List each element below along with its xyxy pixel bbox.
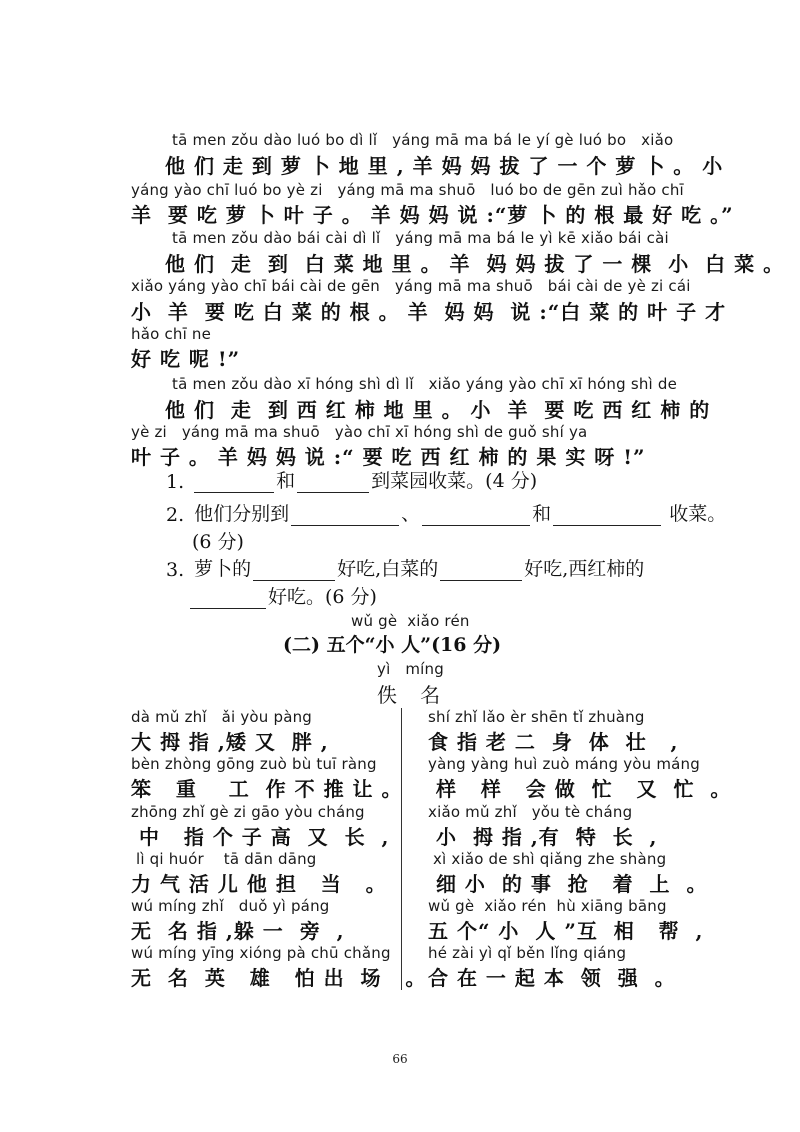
author: 佚 名 xyxy=(377,683,442,707)
story-pinyin-5: hǎo chī ne xyxy=(131,325,212,343)
story-hanzi-1: 他 们 走 到 萝 卜 地 里 , 羊 妈 妈 拔 了 一 个 萝 卜 。 小 xyxy=(165,154,724,178)
poem-right-pinyin-6: hé zài yì qǐ běn lǐng qiáng xyxy=(428,944,627,962)
poem-left-hanzi-5: 无 名 指 ,躲 一 旁 , xyxy=(131,919,345,943)
question-2-tail: 收菜。 xyxy=(669,503,727,525)
poem-right-hanzi-1: 食 指 老 二 身 体 壮 , xyxy=(428,730,679,754)
story-hanzi-5: 好 吃 呢 !” xyxy=(131,347,241,371)
story-hanzi-6: 他 们 走 到 西 红 柿 地 里 。 小 羊 要 吃 西 红 柿 的 xyxy=(165,398,711,422)
section-title: (二) 五个“小 人”(16 分) xyxy=(283,634,502,656)
question-2-lead: 他们分别到 xyxy=(194,503,290,525)
poem-left-pinyin-6: wú míng yīng xióng pà chū chǎng xyxy=(131,944,391,962)
poem-left-hanzi-2: 笨 重 工 作 不 推 让 。 xyxy=(131,777,403,801)
story-pinyin-7: yè zi yáng mā ma shuō yào chī xī hóng shì de guǒ shí ya xyxy=(131,423,588,441)
poem-right-pinyin-3: xiǎo mǔ zhǐ yǒu tè cháng xyxy=(428,803,633,821)
poem-right-hanzi-5: 五 个“ 小 人 ”互 相 帮 , xyxy=(428,919,704,943)
question-3-mid-2: 好吃,西红柿的 xyxy=(524,558,645,580)
question-3-mid-1: 好吃,白菜的 xyxy=(337,558,439,580)
poem-right-pinyin-2: yàng yàng huì zuò máng yòu máng xyxy=(428,755,700,773)
story-pinyin-4: xiǎo yáng yào chī bái cài de gēn yáng mā ma shuō bái cài de yè zi cái xyxy=(131,277,691,295)
poem-right-hanzi-6: 合 在 一 起 本 领 强 。 xyxy=(428,966,676,990)
question-2 xyxy=(166,499,726,526)
question-1-connector: 和 xyxy=(276,470,296,492)
poem-left-hanzi-6: 无 名 英 雄 怕 出 场 。 xyxy=(131,966,427,990)
column-divider xyxy=(401,708,402,990)
poem-right-hanzi-2: 样 样 会 做 忙 又 忙 。 xyxy=(428,777,732,801)
poem-right-pinyin-4: xì xiǎo de shì qiǎng zhe shàng xyxy=(428,850,667,868)
poem-left-hanzi-4: 力 气 活 儿 他 担 当 。 xyxy=(131,872,387,896)
question-1-tail: 到菜园收菜。(4 分) xyxy=(371,470,538,492)
story-pinyin-6: tā men zǒu dào xī hóng shì dì lǐ xiǎo yáng yào chī xī hóng shì de xyxy=(172,375,678,393)
poem-left-hanzi-1: 大 拇 指 ,矮 又 胖 , xyxy=(131,730,329,754)
question-2-number: 2. xyxy=(166,504,185,526)
question-2-score-text: (6 分) xyxy=(192,531,244,553)
section-title-pinyin: wǔ gè xiǎo rén xyxy=(351,612,470,630)
question-3-blank-3[interactable] xyxy=(190,588,266,609)
author-pinyin: yì míng xyxy=(377,660,444,678)
poem-left-pinyin-3: zhōng zhǐ gè zi gāo yòu cháng xyxy=(131,803,365,821)
poem-right-hanzi-3: 小 拇 指 ,有 特 长 , xyxy=(428,825,658,849)
question-3-blank-2[interactable] xyxy=(440,560,522,581)
question-1-number: 1. xyxy=(166,471,185,493)
question-3-cont xyxy=(190,582,377,609)
poem-right-pinyin-1: shí zhǐ lǎo èr shēn tǐ zhuàng xyxy=(428,708,645,726)
story-pinyin-2: yáng yào chī luó bo yè zi yáng mā ma shuō luó bo de gēn zuì hǎo chī xyxy=(131,181,684,199)
question-3-blank-1[interactable] xyxy=(253,560,335,581)
poem-left-pinyin-1: dà mǔ zhǐ ǎi yòu pàng xyxy=(131,708,313,726)
story-hanzi-4: 小 羊 要 吃 白 菜 的 根 。 羊 妈 妈 说 :“白 菜 的 叶 子 才 xyxy=(131,300,727,324)
page-number: 66 xyxy=(392,1052,408,1066)
story-pinyin-1: tā men zǒu dào luó bo dì lǐ yáng mā ma bá le yí gè luó bo xiǎo xyxy=(172,131,674,149)
poem-left-hanzi-3: 中 指 个 子 高 又 长 , xyxy=(131,825,390,849)
story-pinyin-3: tā men zǒu dào bái cài dì lǐ yáng mā ma bá le yì kē xiǎo bái cài xyxy=(172,229,669,247)
poem-right-hanzi-4: 细 小 的 事 抢 着 上 。 xyxy=(428,872,708,896)
poem-right-pinyin-5: wǔ gè xiǎo rén hù xiāng bāng xyxy=(428,897,667,915)
question-3 xyxy=(166,554,644,581)
question-2-blank-3[interactable] xyxy=(553,505,661,526)
story-hanzi-2: 羊 要 吃 萝 卜 叶 子 。 羊 妈 妈 说 :“萝 卜 的 根 最 好 吃 。” xyxy=(131,203,734,227)
poem-left-pinyin-5: wú míng zhǐ duǒ yì páng xyxy=(131,897,330,915)
question-1-blank-1[interactable] xyxy=(194,472,274,493)
question-2-score xyxy=(192,527,244,554)
story-hanzi-3: 他 们 走 到 白 菜 地 里 。 羊 妈 妈 拔 了 一 棵 小 白 菜 。 xyxy=(165,252,785,276)
question-2-blank-1[interactable] xyxy=(291,505,399,526)
question-3-tail: 好吃。(6 分) xyxy=(268,586,377,608)
poem-left-pinyin-4: lì qi huór tā dān dāng xyxy=(131,850,317,868)
story-hanzi-7: 叶 子 。 羊 妈 妈 说 :“ 要 吃 西 红 柿 的 果 实 呀 !” xyxy=(131,445,646,469)
question-2-connector: 和 xyxy=(532,503,552,525)
poem-left-pinyin-2: bèn zhòng gōng zuò bù tuī ràng xyxy=(131,755,377,773)
question-2-separator: 、 xyxy=(401,503,421,525)
question-1 xyxy=(166,466,537,493)
question-1-blank-2[interactable] xyxy=(297,472,369,493)
question-3-number: 3. xyxy=(166,559,185,581)
question-2-blank-2[interactable] xyxy=(422,505,530,526)
question-3-lead: 萝卜的 xyxy=(194,558,252,580)
